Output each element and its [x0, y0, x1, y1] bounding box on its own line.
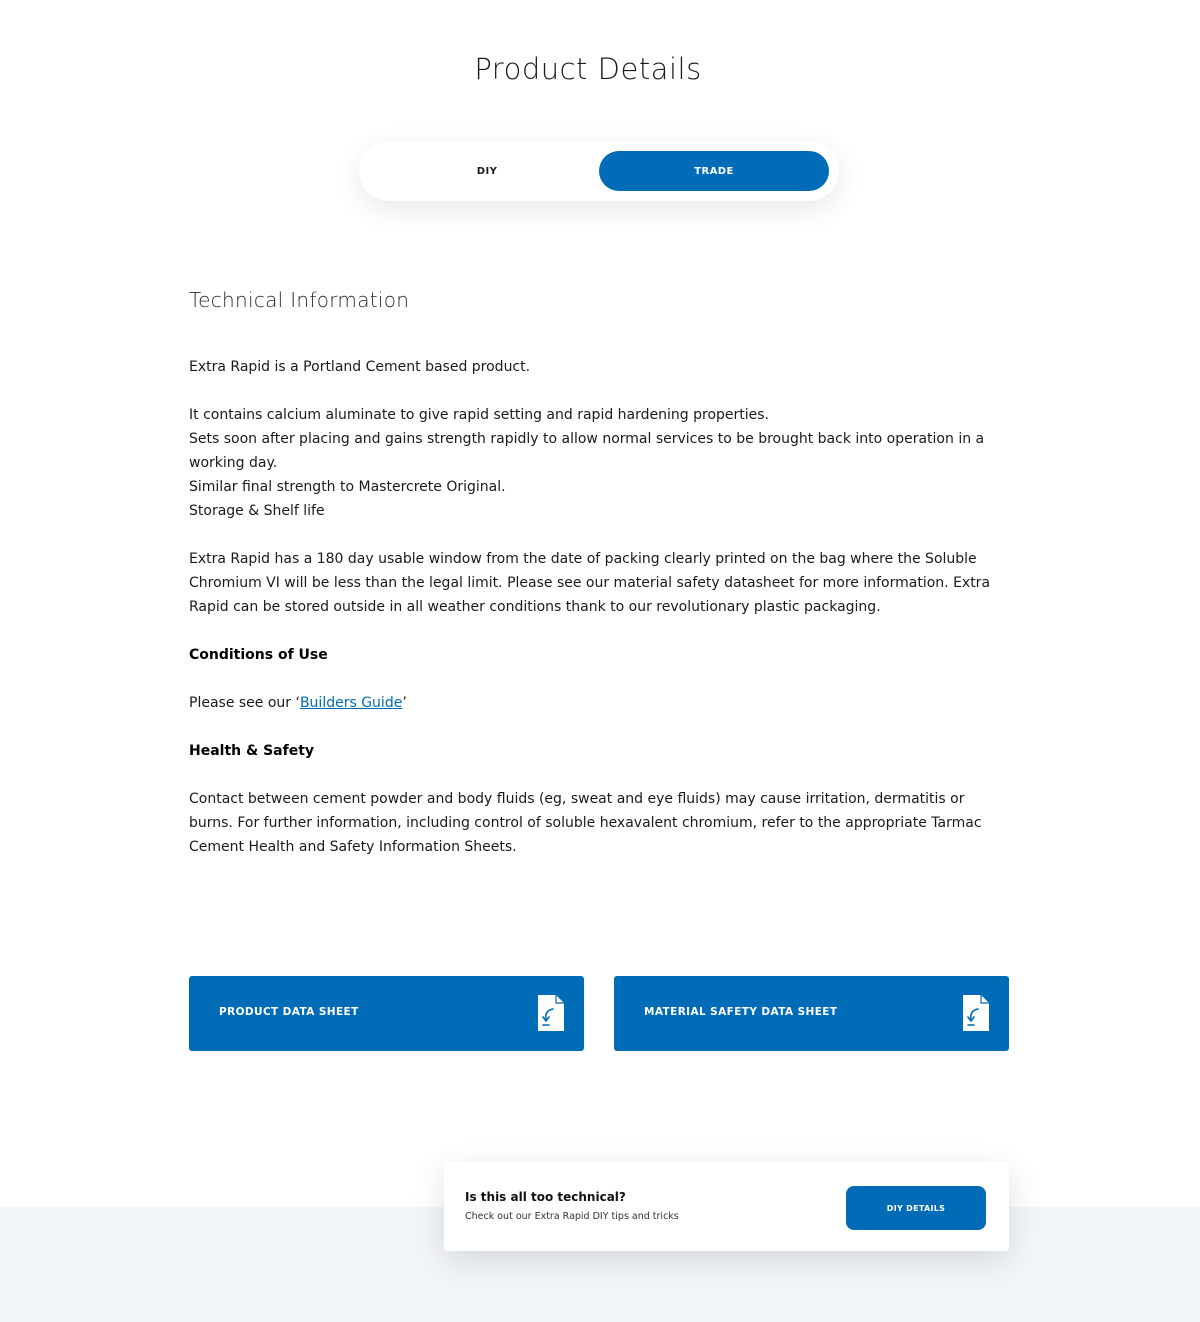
product-data-sheet-button[interactable] [189, 976, 584, 1051]
diy-details-button[interactable]: DIY DETAILS [846, 1186, 986, 1230]
product-data-sheet-label: PRODUCT DATA SHEET [219, 1006, 359, 1018]
builders-guide-link[interactable]: Builders Guide [299, 695, 403, 711]
toggle-diy[interactable]: DIY [476, 165, 498, 177]
cta-title: Is this all too technical? [465, 1190, 626, 1204]
health-safety-paragraph: Contact between cement powder and body fluids (eg, sweat and eye fluids) may cause irritation, dermatitis or burns. For further information, including control of soluble hexavalent chromium, refer to the appropriate Tarmac Cement Health and Safety Information Sheets. [189, 791, 982, 855]
cta-subtitle: Check out our Extra Rapid DIY tips and tricks [465, 1211, 679, 1222]
storage-paragraph: Extra Rapid has a 180 day usable window from the date of packing clearly printed on the bag where the Soluble Chromium VI will be less than the legal limit. Please see our material safety datasheet for more information. Extra Rapid can be stored outside in all weather conditions thank to our revolutionary plastic packaging. [189, 551, 991, 615]
document-download-icon [537, 994, 565, 1032]
material-safety-data-sheet-button[interactable] [614, 976, 1009, 1051]
property-line: Storage & Shelf life [189, 503, 325, 519]
conditions-heading: Conditions of Use [189, 647, 328, 663]
intro-paragraph: Extra Rapid is a Portland Cement based product. [189, 359, 531, 375]
conditions-paragraph [189, 691, 1011, 715]
toggle-trade[interactable]: TRADE [599, 151, 829, 191]
document-download-icon [962, 994, 990, 1032]
diy-cta-card [444, 1162, 1009, 1251]
conditions-prefix: Please see our ‘ [189, 695, 300, 711]
conditions-suffix: ’ [402, 695, 407, 711]
material-safety-data-sheet-label: MATERIAL SAFETY DATA SHEET [644, 1006, 838, 1018]
technical-body [189, 355, 1011, 859]
property-line: Sets soon after placing and gains strength rapidly to allow normal services to be brought back into operation in a working day. [189, 431, 985, 471]
section-title: Technical Information [189, 288, 410, 312]
page-title: Product Details [474, 52, 702, 86]
health-safety-heading: Health & Safety [189, 743, 315, 759]
property-line: It contains calcium aluminate to give rapid setting and rapid hardening properties. [189, 407, 769, 423]
audience-toggle [359, 141, 839, 201]
property-line: Similar final strength to Mastercrete Original. [189, 479, 506, 495]
